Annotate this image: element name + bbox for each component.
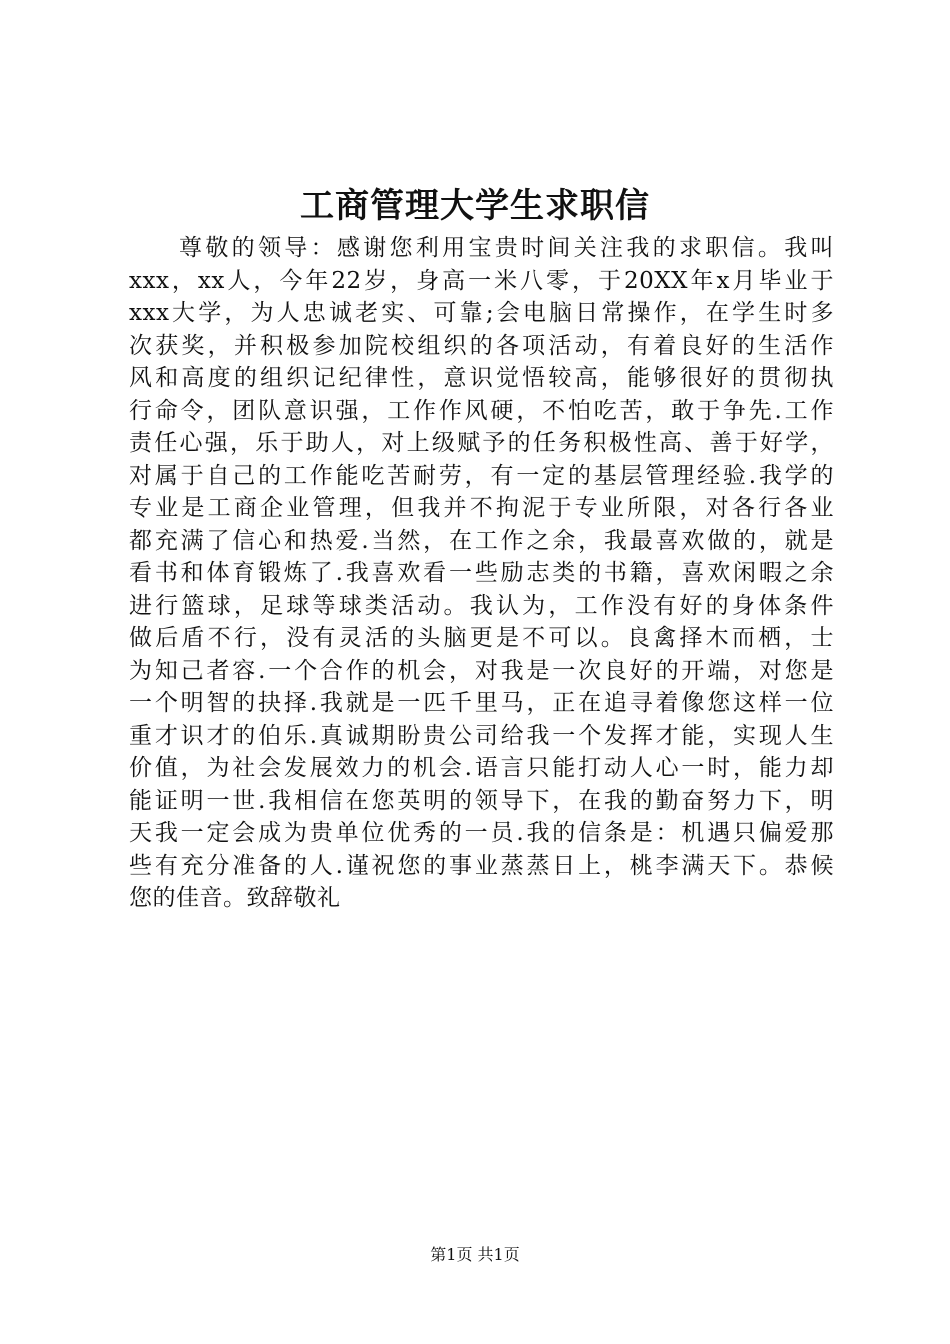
document-title: 工商管理大学生求职信 <box>300 186 650 226</box>
body-line: xxx大学，为人忠诚老实、可靠;会电脑日常操作，在学生时多 <box>129 300 834 326</box>
page-number: 第1页 共1页 <box>430 1245 520 1264</box>
body-line: 责任心强，乐于助人，对上级赋予的任务积极性高、善于好学， <box>129 430 834 456</box>
body-line: 对属于自己的工作能吃苦耐劳，有一定的基层管理经验.我学的 <box>129 462 834 489</box>
body-line: 尊敬的领导：感谢您利用宝贵时间关注我的求职信。我叫 <box>179 235 834 261</box>
body-line: 天我一定会成为贵单位优秀的一员.我的信条是：机遇只偏爱那 <box>129 820 834 846</box>
body-line: 风和高度的组织记纪律性，意识觉悟较高，能够很好的贯彻执 <box>129 365 834 391</box>
body-line: 专业是工商企业管理，但我并不拘泥于专业所限，对各行各业 <box>129 495 834 521</box>
body-line: xxx，xx人，今年22岁，身高一米八零，于20XX年x月毕业于 <box>129 267 834 294</box>
body-line: 做后盾不行，没有灵活的头脑更是不可以。良禽择木而栖，士 <box>129 625 834 651</box>
body-line: 些有充分准备的人.谨祝您的事业蒸蒸日上，桃李满天下。恭候 <box>129 852 834 879</box>
body-line: 都充满了信心和热爱.当然，在工作之余，我最喜欢做的，就是 <box>129 527 834 554</box>
body-line: 一个明智的抉择.我就是一匹千里马，正在追寻着像您这样一位 <box>129 690 834 716</box>
body-line: 重才识才的伯乐.真诚期盼贵公司给我一个发挥才能，实现人生 <box>129 722 834 749</box>
body-line: 进行篮球，足球等球类活动。我认为，工作没有好的身体条件 <box>129 592 834 619</box>
body-line: 看书和体育锻炼了.我喜欢看一些励志类的书籍，喜欢闲暇之余 <box>129 560 834 586</box>
body-line: 价值，为社会发展效力的机会.语言只能打动人心一时，能力却 <box>129 755 834 781</box>
body-line: 您的佳音。致辞敬礼 <box>129 885 341 911</box>
body-line: 行命令，团队意识强，工作作风硬，不怕吃苦，敢于争先.工作 <box>129 397 834 424</box>
body-line: 为知己者容.一个合作的机会，对我是一次良好的开端，对您是 <box>129 657 834 684</box>
body-line: 能证明一世.我相信在您英明的领导下，在我的勤奋努力下，明 <box>129 787 834 814</box>
body-line: 次获奖，并积极参加院校组织的各项活动，有着良好的生活作 <box>129 332 834 359</box>
letter-body <box>129 232 834 915</box>
